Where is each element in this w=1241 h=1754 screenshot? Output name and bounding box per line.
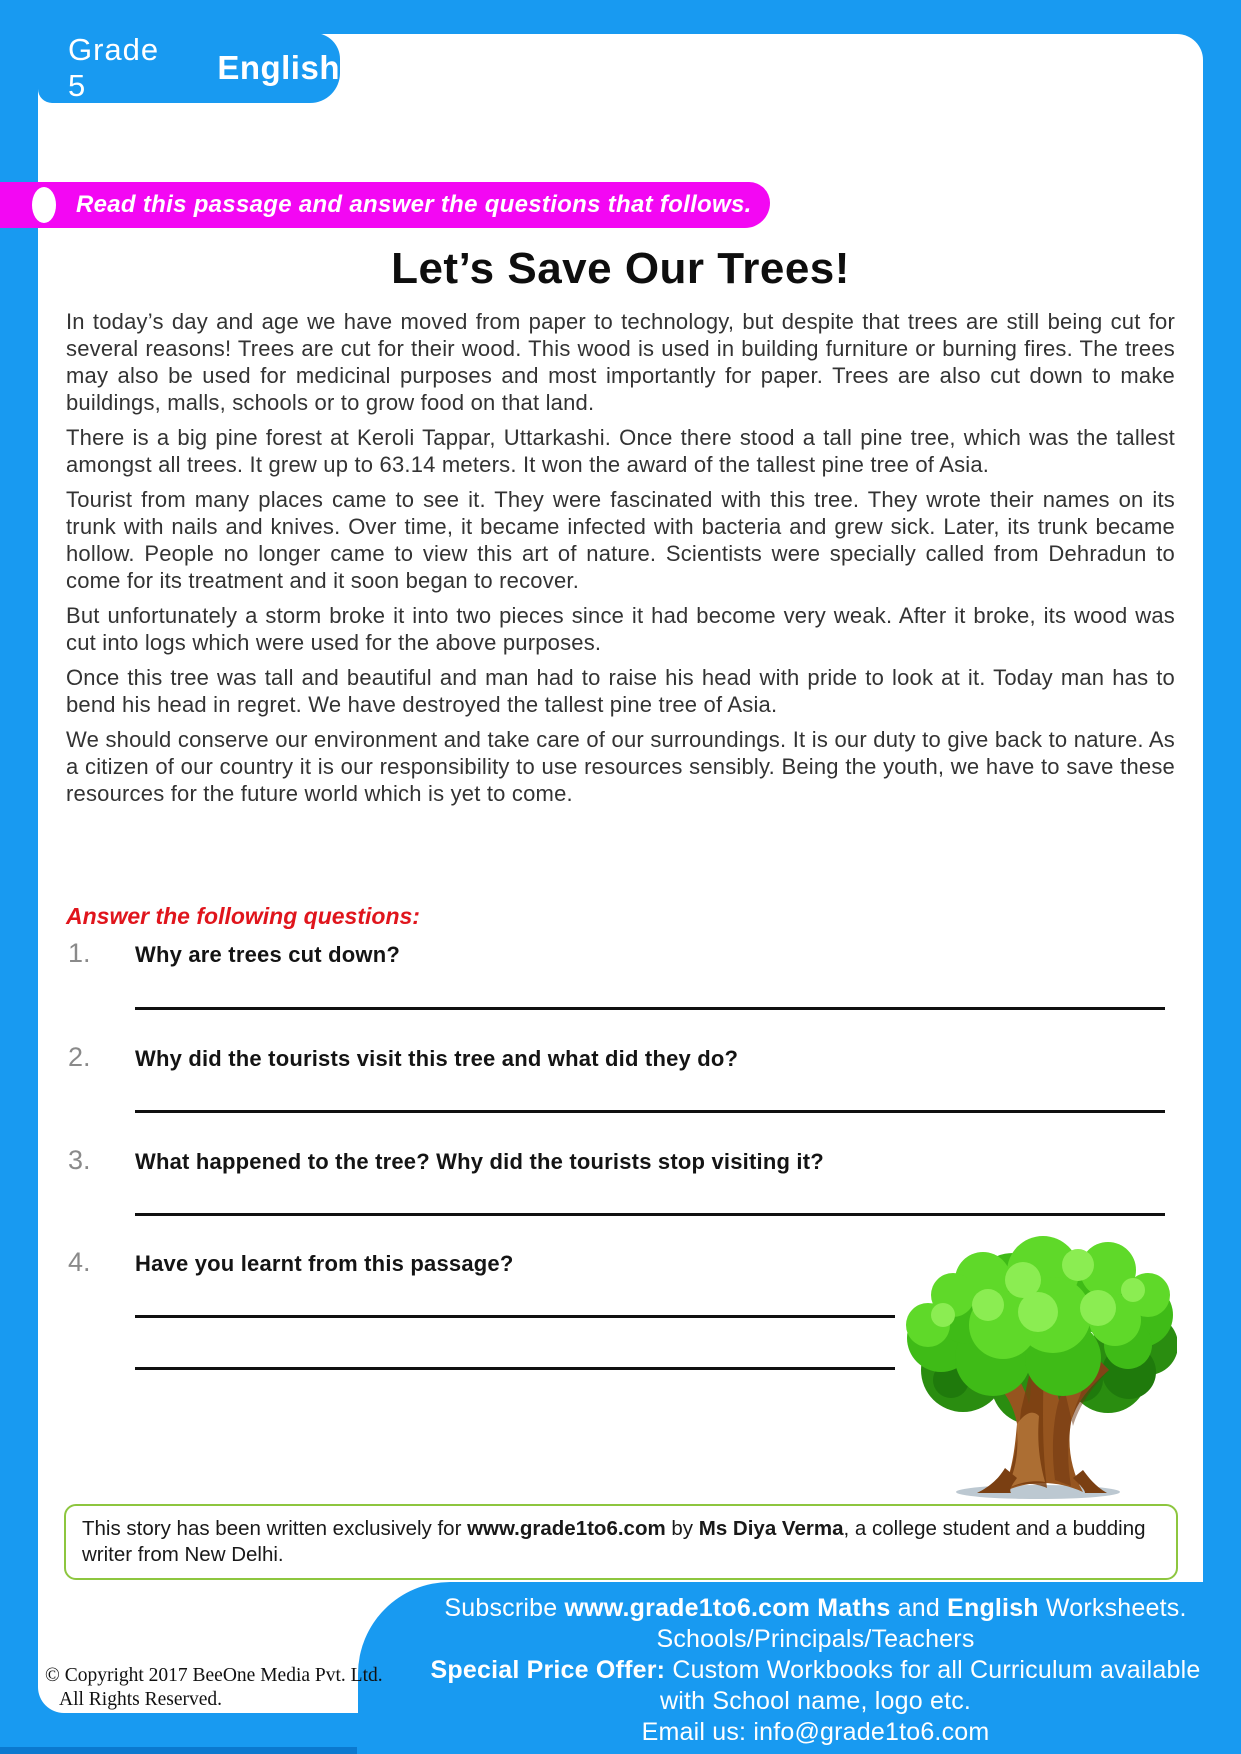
footer-subscribe-connector: and [890,1594,948,1622]
question-number: 3. [68,1145,91,1175]
footer-site-maths: www.grade1to6.com Maths [564,1594,891,1622]
attribution-prefix: This story has been written exclusively for [82,1517,468,1540]
copyright-line1: © Copyright 2017 BeeOne Media Pvt. Ltd. [45,1665,383,1686]
grade-label: Grade 5 [68,32,160,103]
passage-body [66,308,1175,815]
footer-subscribe-suffix: Worksheets. [1038,1594,1187,1622]
footer-subscribe-line [408,1593,1223,1624]
passage-paragraph: But unfortunately a storm broke it into two pieces since it had become very weak. After it broke, its wood was cut into logs which were used for the above purposes. [66,603,1175,655]
passage-paragraph: Tourist from many places came to see it. They were fascinated with this tree. They wrote their names on its trunk with nails and knives. Over time, it became infected with bacteria and grew sick. Later, its trunk became hollow. People no longer came to view this art of nature. Scientists were specially called from Dehradun to come for its treatment and it soon began to recover. [66,487,1175,593]
attribution-connector: by [665,1517,699,1540]
answer-line [135,1315,895,1318]
subject-label: English [217,49,340,86]
question-number: 4. [68,1247,91,1277]
copyright-notice [45,1664,383,1712]
answer-line [135,1110,1165,1113]
attribution-suffix: , a college student and a budding writer from New Delhi. [82,1517,1146,1566]
instruction-banner [0,182,770,228]
footer-text [408,1593,1223,1748]
attribution-website: www.grade1to6.com [467,1517,666,1540]
footer-audience-line: Schools/Principals/Teachers [656,1625,975,1653]
answer-line [135,1007,1165,1010]
answer-line [135,1367,895,1370]
copyright-line2: All Rights Reserved. [59,1689,223,1710]
passage-paragraph: There is a big pine forest at Keroli Tappar, Uttarkashi. Once there stood a tall pine tree, which was the tallest amongst all trees. It grew up to 63.14 meters. It won the award of the tallest pine tree of Asia. [66,425,1175,477]
footer-offer-text: Custom Workbooks for all Curriculum available [665,1656,1201,1684]
footer-english: English [947,1594,1039,1622]
question-text: Have you learnt from this passage? [135,1251,514,1276]
answer-line [135,1213,1165,1216]
footer-offer-bold: Special Price Offer: [430,1656,666,1684]
passage-paragraph: Once this tree was tall and beautiful and man had to raise his head with pride to look at it. Today man has to bend his head in regret. We have destroyed the tallest pine tree of Asia. [66,665,1175,717]
attribution-author: Ms Diya Verma [698,1517,844,1540]
header-banner [38,33,340,103]
footer-offer-line [408,1655,1223,1686]
passage-paragraph: We should conserve our environment and take care of our surroundings. It is our duty to give back to nature. As a citizen of our country it is our responsibility to use resources sensibly. Being the youth, we have to save these resources for the future world which is yet to come. [66,727,1175,806]
attribution-box [64,1504,1178,1580]
questions-heading: Answer the following questions: [66,903,420,929]
question-number: 2. [68,1042,91,1072]
banner-oval-marker [32,187,56,223]
footer-subscribe-prefix: Subscribe [444,1594,565,1622]
bottom-accent-strip [0,1747,357,1754]
question-text: What happened to the tree? Why did the tourists stop visiting it? [135,1149,824,1174]
tree-illustration [893,1220,1177,1502]
question-number: 1. [68,938,91,968]
passage-paragraph: In today’s day and age we have moved from paper to technology, but despite that trees are still being cut for several reasons! Trees are cut for their wood. This wood is used in building furniture or burning fires. The trees may also be used for medicinal purposes and most importantly for paper. Trees are also cut down to make buildings, malls, schools or to grow food on that land. [66,309,1175,415]
question-text: Why did the tourists visit this tree and what did they do? [135,1046,739,1071]
footer-banner [358,1582,1241,1754]
question-text: Why are trees cut down? [135,942,400,967]
passage-title: Let’s Save Our Trees! [391,244,850,293]
instruction-text: Read this passage and answer the questions that follows. [76,191,752,218]
footer-offer-line2: with School name, logo etc. [659,1687,972,1715]
footer-email-line: Email us: info@grade1to6.com [641,1718,990,1746]
